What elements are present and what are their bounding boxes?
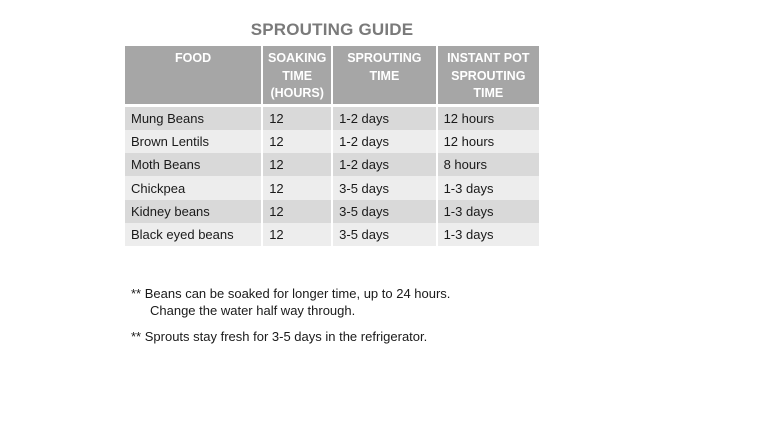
cell-food: Kidney beans — [125, 200, 262, 223]
header-food: FOOD — [125, 46, 262, 105]
cell-instant-pot: 1-3 days — [437, 200, 539, 223]
sprouting-table — [125, 46, 539, 246]
cell-soaking: 12 — [262, 223, 332, 246]
cell-food: Chickpea — [125, 176, 262, 199]
note-soaking: ** Beans can be soaked for longer time, up to 24 hours. Change the water half way through. — [131, 286, 451, 318]
cell-sprouting: 3-5 days — [332, 176, 436, 199]
cell-sprouting: 1-2 days — [332, 130, 436, 153]
cell-sprouting: 3-5 days — [332, 223, 436, 246]
page-title: SPROUTING GUIDE — [250, 20, 414, 39]
cell-soaking: 12 — [262, 105, 332, 130]
cell-sprouting: 3-5 days — [332, 200, 436, 223]
table-row — [125, 200, 539, 223]
table-row — [125, 105, 539, 130]
header-soaking-time: SOAKING TIME (HOURS) — [262, 46, 332, 105]
cell-soaking: 12 — [262, 130, 332, 153]
cell-instant-pot: 8 hours — [437, 153, 539, 176]
table-header-row — [125, 46, 539, 105]
cell-sprouting: 1-2 days — [332, 153, 436, 176]
cell-instant-pot: 1-3 days — [437, 176, 539, 199]
cell-instant-pot: 12 hours — [437, 130, 539, 153]
table-row — [125, 223, 539, 246]
cell-soaking: 12 — [262, 200, 332, 223]
cell-sprouting: 1-2 days — [332, 105, 436, 130]
cell-food: Moth Beans — [125, 153, 262, 176]
header-sprouting-time: SPROUTING TIME — [332, 46, 436, 105]
cell-soaking: 12 — [262, 153, 332, 176]
cell-food: Black eyed beans — [125, 223, 262, 246]
cell-soaking: 12 — [262, 176, 332, 199]
table-row — [125, 130, 539, 153]
notes — [131, 285, 450, 354]
table-row — [125, 153, 539, 176]
cell-instant-pot: 12 hours — [437, 105, 539, 130]
header-instant-pot-time: INSTANT POT SPROUTING TIME — [437, 46, 539, 105]
table-row — [125, 176, 539, 199]
note-freshness: ** Sprouts stay fresh for 3-5 days in the refrigerator. — [131, 329, 428, 344]
cell-food: Mung Beans — [125, 105, 262, 130]
cell-instant-pot: 1-3 days — [437, 223, 539, 246]
cell-food: Brown Lentils — [125, 130, 262, 153]
